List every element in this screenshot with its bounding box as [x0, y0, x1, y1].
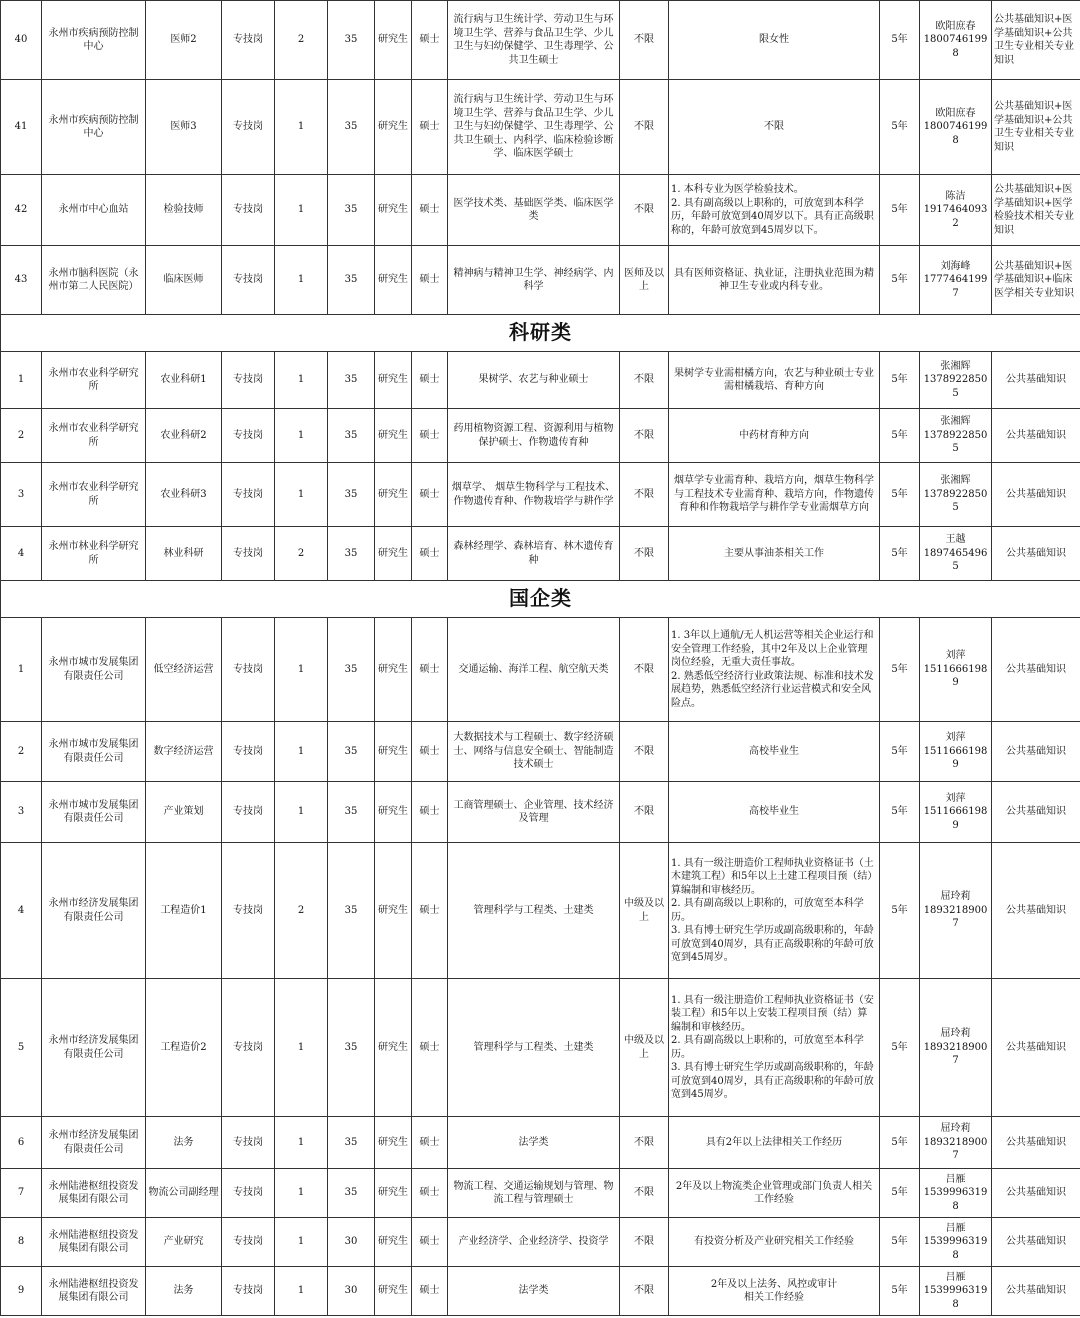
section-header-research [1, 315, 1080, 352]
cell-exam-subjects: 公共基础知识+医学基础知识+公共卫生专业相关专业知识 [992, 1, 1080, 80]
cell-title-requirement: 不限 [620, 80, 669, 175]
cell-post-type: 专技岗 [222, 1117, 275, 1169]
table-row [1, 843, 1080, 979]
cell-unit: 永州市经济发展集团有限责任公司 [42, 979, 146, 1117]
cell-exam-subjects: 公共基础知识 [992, 527, 1080, 581]
cell-unit: 永州市农业科学研究所 [42, 352, 146, 409]
table-row [1, 979, 1080, 1117]
cell-degree: 硕士 [412, 527, 448, 581]
cell-education: 研究生 [375, 409, 412, 463]
cell-number: 4 [1, 843, 42, 979]
cell-major: 管理科学与工程类、土建类 [448, 979, 620, 1117]
cell-degree: 硕士 [412, 1267, 448, 1316]
cell-headcount: 2 [275, 1, 328, 80]
cell-service-term: 5年 [880, 1218, 920, 1267]
cell-degree: 硕士 [412, 1218, 448, 1267]
cell-age-limit: 35 [328, 843, 375, 979]
cell-service-term: 5年 [880, 175, 920, 246]
cell-contact: 刘萍 15116661989 [920, 722, 992, 782]
cell-headcount: 1 [275, 463, 328, 527]
cell-post-type: 专技岗 [222, 352, 275, 409]
cell-other-requirements: 1. 本科专业为医学检验技术。 2. 具有副高级以上职称的，可放宽到本科学历，年龄可放宽到40周岁以下。具有正高级职称的，年龄可放宽到45周岁以下。 [669, 175, 880, 246]
cell-service-term: 5年 [880, 782, 920, 843]
cell-contact: 欧阳庶春 18007461998 [920, 1, 992, 80]
cell-major: 流行病与卫生统计学、劳动卫生与环境卫生学、营养与食品卫生学、少儿卫生与妇幼保健学、卫生毒理学、公共卫生硕士 [448, 1, 620, 80]
cell-post-type: 专技岗 [222, 722, 275, 782]
table-row [1, 352, 1080, 409]
cell-other-requirements: 不限 [669, 80, 880, 175]
cell-other-requirements: 果树学专业需柑橘方向，农艺与种业硕士专业需柑橘栽培、育种方向 [669, 352, 880, 409]
cell-education: 研究生 [375, 1169, 412, 1218]
cell-major: 交通运输、海洋工程、航空航天类 [448, 618, 620, 722]
cell-degree: 硕士 [412, 1169, 448, 1218]
cell-exam-subjects: 公共基础知识+医学基础知识+临床医学相关专业知识 [992, 246, 1080, 315]
cell-headcount: 2 [275, 843, 328, 979]
table-row [1, 246, 1080, 315]
cell-post: 工程造价1 [146, 843, 222, 979]
cell-unit: 永州市城市发展集团有限责任公司 [42, 618, 146, 722]
cell-contact: 刘海峰 17774641997 [920, 246, 992, 315]
cell-number: 1 [1, 352, 42, 409]
cell-contact: 吕雁 15399963198 [920, 1218, 992, 1267]
cell-title-requirement: 不限 [620, 409, 669, 463]
cell-headcount: 1 [275, 246, 328, 315]
cell-other-requirements: 1. 具有一级注册造价工程师执业资格证书（土木建筑工程）和5年以上土建工程项目预（结）算编制和审核经历。 2. 具有副高级以上职称的，可放宽至本科学历。 3. 具有博士研究生学历或副高级职称的，年龄可放宽到40周岁，具有正高级职称的年龄可放宽到45周岁。 [669, 843, 880, 979]
cell-contact: 刘萍 15116661989 [920, 782, 992, 843]
cell-major: 精神病与精神卫生学、神经病学、内科学 [448, 246, 620, 315]
cell-service-term: 5年 [880, 979, 920, 1117]
table-body [1, 1, 1080, 1316]
cell-title-requirement: 不限 [620, 1218, 669, 1267]
table-row [1, 1, 1080, 80]
cell-education: 研究生 [375, 175, 412, 246]
cell-post: 低空经济运营 [146, 618, 222, 722]
cell-title-requirement: 不限 [620, 352, 669, 409]
cell-contact: 王越 18974654965 [920, 527, 992, 581]
cell-degree: 硕士 [412, 979, 448, 1117]
cell-post: 检验技师 [146, 175, 222, 246]
cell-post: 林业科研 [146, 527, 222, 581]
table-row [1, 1169, 1080, 1218]
cell-major: 大数据技术与工程硕士、数字经济硕士、网络与信息安全硕士、智能制造技术硕士 [448, 722, 620, 782]
cell-education: 研究生 [375, 843, 412, 979]
cell-service-term: 5年 [880, 463, 920, 527]
cell-contact: 屈玲莉 18932189007 [920, 843, 992, 979]
cell-unit: 永州市经济发展集团有限责任公司 [42, 1117, 146, 1169]
cell-post-type: 专技岗 [222, 527, 275, 581]
cell-degree: 硕士 [412, 246, 448, 315]
cell-post: 物流公司副经理 [146, 1169, 222, 1218]
cell-other-requirements: 2年及以上法务、风控或审计 相关工作经验 [669, 1267, 880, 1316]
cell-exam-subjects: 公共基础知识 [992, 618, 1080, 722]
table-row [1, 80, 1080, 175]
cell-education: 研究生 [375, 979, 412, 1117]
cell-post: 农业科研1 [146, 352, 222, 409]
table-row [1, 1267, 1080, 1316]
cell-major: 法学类 [448, 1267, 620, 1316]
cell-contact: 欧阳庶春 18007461998 [920, 80, 992, 175]
cell-service-term: 5年 [880, 1, 920, 80]
cell-post: 医师3 [146, 80, 222, 175]
cell-major: 法学类 [448, 1117, 620, 1169]
cell-post: 农业科研3 [146, 463, 222, 527]
table-row [1, 527, 1080, 581]
cell-age-limit: 35 [328, 352, 375, 409]
cell-post-type: 专技岗 [222, 80, 275, 175]
cell-age-limit: 35 [328, 782, 375, 843]
cell-exam-subjects: 公共基础知识 [992, 409, 1080, 463]
table-row [1, 722, 1080, 782]
table-row [1, 409, 1080, 463]
cell-age-limit: 35 [328, 1117, 375, 1169]
cell-service-term: 5年 [880, 409, 920, 463]
cell-exam-subjects: 公共基础知识 [992, 463, 1080, 527]
cell-education: 研究生 [375, 527, 412, 581]
cell-title-requirement: 不限 [620, 463, 669, 527]
cell-headcount: 1 [275, 352, 328, 409]
cell-number: 2 [1, 409, 42, 463]
cell-service-term: 5年 [880, 80, 920, 175]
cell-post-type: 专技岗 [222, 979, 275, 1117]
cell-title-requirement: 不限 [620, 1267, 669, 1316]
cell-major: 管理科学与工程类、土建类 [448, 843, 620, 979]
cell-contact: 吕雁 15399963198 [920, 1267, 992, 1316]
cell-other-requirements: 1. 3年以上通航/无人机运营等相关企业运行和安全管理工作经验，其中2年及以上企业管理岗位经验，无重大责任事故。 2. 熟悉低空经济行业政策法规、标准和技术发展趋势，熟悉低空经济行业运营模式和安全风险点。 [669, 618, 880, 722]
cell-headcount: 1 [275, 1218, 328, 1267]
cell-post-type: 专技岗 [222, 246, 275, 315]
cell-number: 3 [1, 782, 42, 843]
cell-unit: 永州市经济发展集团有限责任公司 [42, 843, 146, 979]
cell-degree: 硕士 [412, 463, 448, 527]
cell-headcount: 1 [275, 782, 328, 843]
cell-exam-subjects: 公共基础知识 [992, 722, 1080, 782]
cell-other-requirements: 高校毕业生 [669, 722, 880, 782]
cell-number: 40 [1, 1, 42, 80]
cell-age-limit: 35 [328, 1169, 375, 1218]
cell-title-requirement: 不限 [620, 618, 669, 722]
cell-number: 2 [1, 722, 42, 782]
cell-contact: 张湘辉 13789228505 [920, 352, 992, 409]
cell-other-requirements: 烟草学专业需育种、栽培方向，烟草生物科学与工程技术专业需育种、栽培方向，作物遗传育种和作物栽培学与耕作学专业需烟草方向 [669, 463, 880, 527]
cell-education: 研究生 [375, 618, 412, 722]
cell-headcount: 1 [275, 722, 328, 782]
table-row [1, 1117, 1080, 1169]
cell-post: 医师2 [146, 1, 222, 80]
cell-degree: 硕士 [412, 175, 448, 246]
cell-exam-subjects: 公共基础知识+医学基础知识+医学检验技术相关专业知识 [992, 175, 1080, 246]
cell-education: 研究生 [375, 1, 412, 80]
cell-degree: 硕士 [412, 782, 448, 843]
cell-age-limit: 35 [328, 463, 375, 527]
cell-post-type: 专技岗 [222, 463, 275, 527]
cell-headcount: 1 [275, 409, 328, 463]
cell-age-limit: 35 [328, 246, 375, 315]
section-header-soe [1, 581, 1080, 618]
cell-contact: 刘萍 15116661989 [920, 618, 992, 722]
cell-education: 研究生 [375, 352, 412, 409]
cell-headcount: 1 [275, 979, 328, 1117]
cell-service-term: 5年 [880, 527, 920, 581]
cell-number: 3 [1, 463, 42, 527]
cell-title-requirement: 不限 [620, 782, 669, 843]
cell-post-type: 专技岗 [222, 782, 275, 843]
cell-unit: 永州陆港枢纽投资发展集团有限公司 [42, 1169, 146, 1218]
cell-title-requirement: 医师及以上 [620, 246, 669, 315]
cell-major: 药用植物资源工程、资源利用与植物保护硕士、作物遗传育种 [448, 409, 620, 463]
cell-other-requirements: 中药材育种方向 [669, 409, 880, 463]
cell-title-requirement: 不限 [620, 1, 669, 80]
cell-education: 研究生 [375, 1218, 412, 1267]
cell-degree: 硕士 [412, 1, 448, 80]
cell-headcount: 2 [275, 527, 328, 581]
cell-headcount: 1 [275, 618, 328, 722]
cell-contact: 吕雁 15399963198 [920, 1169, 992, 1218]
cell-degree: 硕士 [412, 618, 448, 722]
cell-age-limit: 30 [328, 1267, 375, 1316]
cell-service-term: 5年 [880, 246, 920, 315]
cell-post-type: 专技岗 [222, 1267, 275, 1316]
cell-age-limit: 35 [328, 175, 375, 246]
cell-title-requirement: 不限 [620, 1117, 669, 1169]
cell-headcount: 1 [275, 1267, 328, 1316]
cell-headcount: 1 [275, 175, 328, 246]
cell-number: 1 [1, 618, 42, 722]
section-title: 国企类 [1, 581, 1080, 618]
table-row [1, 175, 1080, 246]
cell-post: 法务 [146, 1267, 222, 1316]
cell-age-limit: 35 [328, 80, 375, 175]
table-row [1, 463, 1080, 527]
cell-other-requirements: 具有2年以上法律相关工作经历 [669, 1117, 880, 1169]
cell-major: 果树学、农艺与种业硕士 [448, 352, 620, 409]
cell-post: 工程造价2 [146, 979, 222, 1117]
cell-post-type: 专技岗 [222, 1, 275, 80]
cell-exam-subjects: 公共基础知识 [992, 1218, 1080, 1267]
cell-education: 研究生 [375, 463, 412, 527]
cell-exam-subjects: 公共基础知识 [992, 979, 1080, 1117]
cell-major: 医学技术类、基础医学类、临床医学类 [448, 175, 620, 246]
cell-number: 5 [1, 979, 42, 1117]
cell-major: 产业经济学、企业经济学、投资学 [448, 1218, 620, 1267]
cell-exam-subjects: 公共基础知识 [992, 843, 1080, 979]
cell-age-limit: 35 [328, 618, 375, 722]
cell-education: 研究生 [375, 722, 412, 782]
cell-unit: 永州市农业科学研究所 [42, 409, 146, 463]
cell-age-limit: 35 [328, 527, 375, 581]
cell-title-requirement: 不限 [620, 527, 669, 581]
cell-exam-subjects: 公共基础知识 [992, 782, 1080, 843]
cell-number: 7 [1, 1169, 42, 1218]
cell-service-term: 5年 [880, 618, 920, 722]
cell-post: 临床医师 [146, 246, 222, 315]
cell-age-limit: 30 [328, 1218, 375, 1267]
cell-post: 农业科研2 [146, 409, 222, 463]
cell-number: 43 [1, 246, 42, 315]
table-row [1, 618, 1080, 722]
cell-post: 数字经济运营 [146, 722, 222, 782]
cell-unit: 永州市疾病预防控制中心 [42, 80, 146, 175]
cell-title-requirement: 中级及以上 [620, 979, 669, 1117]
cell-headcount: 1 [275, 80, 328, 175]
cell-degree: 硕士 [412, 352, 448, 409]
cell-number: 42 [1, 175, 42, 246]
cell-major: 森林经理学、森林培育、林木遗传育种 [448, 527, 620, 581]
cell-headcount: 1 [275, 1169, 328, 1218]
cell-exam-subjects: 公共基础知识 [992, 1267, 1080, 1316]
table-row [1, 782, 1080, 843]
cell-other-requirements: 1. 具有一级注册造价工程师执业资格证书（安装工程）和5年以上安装工程项目预（结）算编制和审核经历。 2. 具有副高级以上职称的，可放宽至本科学历。 3. 具有博士研究生学历或副高级职称的，年龄可放宽到40周岁，具有正高级职称的年龄可放宽到45周岁。 [669, 979, 880, 1117]
cell-contact: 屈玲莉 18932189007 [920, 979, 992, 1117]
cell-post-type: 专技岗 [222, 618, 275, 722]
cell-unit: 永州市林业科学研究所 [42, 527, 146, 581]
cell-post-type: 专技岗 [222, 409, 275, 463]
cell-service-term: 5年 [880, 1117, 920, 1169]
cell-post: 法务 [146, 1117, 222, 1169]
cell-post-type: 专技岗 [222, 175, 275, 246]
cell-age-limit: 35 [328, 1, 375, 80]
section-title: 科研类 [1, 315, 1080, 352]
cell-number: 6 [1, 1117, 42, 1169]
cell-other-requirements: 限女性 [669, 1, 880, 80]
cell-degree: 硕士 [412, 1117, 448, 1169]
cell-education: 研究生 [375, 1267, 412, 1316]
cell-unit: 永州市城市发展集团有限责任公司 [42, 722, 146, 782]
cell-post: 产业策划 [146, 782, 222, 843]
cell-title-requirement: 不限 [620, 175, 669, 246]
cell-service-term: 5年 [880, 352, 920, 409]
cell-unit: 永州市城市发展集团有限责任公司 [42, 782, 146, 843]
cell-unit: 永州市中心血站 [42, 175, 146, 246]
cell-post-type: 专技岗 [222, 843, 275, 979]
cell-contact: 张湘辉 13789228505 [920, 409, 992, 463]
cell-degree: 硕士 [412, 843, 448, 979]
cell-title-requirement: 中级及以上 [620, 843, 669, 979]
cell-other-requirements: 有投资分析及产业研究相关工作经验 [669, 1218, 880, 1267]
cell-post-type: 专技岗 [222, 1218, 275, 1267]
cell-exam-subjects: 公共基础知识 [992, 1117, 1080, 1169]
cell-major: 物流工程、交通运输规划与管理、物流工程与管理硕士 [448, 1169, 620, 1218]
cell-title-requirement: 不限 [620, 722, 669, 782]
cell-degree: 硕士 [412, 722, 448, 782]
cell-unit: 永州陆港枢纽投资发展集团有限公司 [42, 1267, 146, 1316]
cell-unit: 永州市疾病预防控制中心 [42, 1, 146, 80]
cell-age-limit: 35 [328, 979, 375, 1117]
cell-number: 41 [1, 80, 42, 175]
cell-post-type: 专技岗 [222, 1169, 275, 1218]
cell-other-requirements: 高校毕业生 [669, 782, 880, 843]
cell-unit: 永州陆港枢纽投资发展集团有限公司 [42, 1218, 146, 1267]
cell-service-term: 5年 [880, 1267, 920, 1316]
cell-exam-subjects: 公共基础知识 [992, 352, 1080, 409]
cell-major: 流行病与卫生统计学、劳动卫生与环境卫生学、营养与食品卫生学、少儿卫生与妇幼保健学、卫生毒理学、公共卫生硕士、内科学、临床检验诊断学、临床医学硕士 [448, 80, 620, 175]
cell-number: 9 [1, 1267, 42, 1316]
cell-service-term: 5年 [880, 722, 920, 782]
cell-other-requirements: 具有医师资格证、执业证，注册执业范围为精神卫生专业或内科专业。 [669, 246, 880, 315]
cell-age-limit: 35 [328, 409, 375, 463]
cell-unit: 永州市农业科学研究所 [42, 463, 146, 527]
cell-service-term: 5年 [880, 843, 920, 979]
cell-headcount: 1 [275, 1117, 328, 1169]
cell-degree: 硕士 [412, 80, 448, 175]
cell-service-term: 5年 [880, 1169, 920, 1218]
cell-major: 工商管理硕士、企业管理、技术经济及管理 [448, 782, 620, 843]
cell-education: 研究生 [375, 246, 412, 315]
cell-exam-subjects: 公共基础知识+医学基础知识+公共卫生专业相关专业知识 [992, 80, 1080, 175]
cell-degree: 硕士 [412, 409, 448, 463]
cell-contact: 屈玲莉 18932189007 [920, 1117, 992, 1169]
table-row [1, 1218, 1080, 1267]
cell-education: 研究生 [375, 1117, 412, 1169]
cell-age-limit: 35 [328, 722, 375, 782]
cell-major: 烟草学、 烟草生物科学与工程技术、作物遗传育种、作物栽培学与耕作学 [448, 463, 620, 527]
cell-education: 研究生 [375, 80, 412, 175]
cell-post: 产业研究 [146, 1218, 222, 1267]
cell-unit: 永州市脑科医院（永州市第二人民医院） [42, 246, 146, 315]
cell-title-requirement: 不限 [620, 1169, 669, 1218]
cell-contact: 陈洁 19174640932 [920, 175, 992, 246]
cell-contact: 张湘辉 13789228505 [920, 463, 992, 527]
cell-number: 4 [1, 527, 42, 581]
cell-other-requirements: 主要从事油茶相关工作 [669, 527, 880, 581]
cell-number: 8 [1, 1218, 42, 1267]
cell-other-requirements: 2年及以上物流类企业管理或部门负责人相关工作经验 [669, 1169, 880, 1218]
cell-exam-subjects: 公共基础知识 [992, 1169, 1080, 1218]
cell-education: 研究生 [375, 782, 412, 843]
